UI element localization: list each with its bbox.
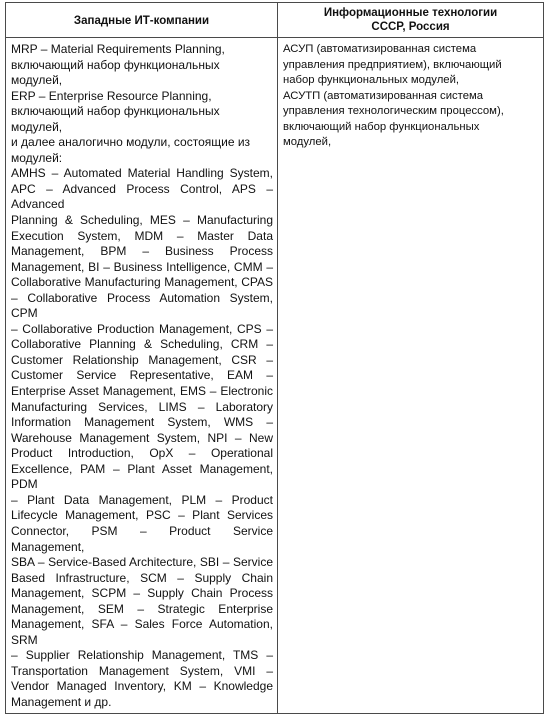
ussr-russia-it-text-line: включающий набор функциональных	[283, 120, 480, 133]
western-it-text-line: Management, SEM – Strategic Enterprise	[11, 601, 273, 616]
western-it-text-line: Excellence, PAM – Plant Asset Management, PDM	[11, 461, 273, 492]
ussr-russia-it-text-line: модулей,	[283, 136, 332, 149]
western-it-text-line: Product Introduction, OpX – Operational	[11, 446, 273, 461]
western-it-text-line: модулей:	[11, 150, 63, 165]
western-it-text-line: Warehouse Management System, NPI – New	[11, 430, 273, 445]
western-it-text-line: Manufacturing Services, LIMS – Laboratory	[11, 399, 273, 414]
western-it-text-line: модулей,	[11, 119, 63, 134]
western-it-text-line: Execution System, MDM – Master Data	[11, 228, 273, 243]
western-it-text-line: включающий набор функциональных	[11, 57, 220, 72]
western-it-text	[11, 42, 273, 711]
western-it-text-line: включающий набор функциональных	[11, 104, 220, 119]
western-it-text-line: Connector, PSM – Product Service Management,	[11, 523, 273, 554]
ussr-russia-it-text-line: набор функциональных модулей,	[283, 74, 460, 87]
western-it-text-line: Information Management System, WMS –	[11, 415, 273, 430]
western-it-text-line: – Supplier Relationship Management, TMS –	[11, 648, 273, 663]
western-it-text-line: – Collaborative Production Management, CPS –	[11, 321, 273, 336]
ussr-russia-it-text-line: АСУП (автоматизированная система	[283, 43, 477, 55]
western-it-text-line: Customer Relationship Management, CSR –	[11, 352, 273, 367]
western-it-text-line: – Collaborative Process Automation System, CPM	[11, 290, 273, 321]
header-ussr-line2: СССР, Россия	[371, 21, 450, 33]
ussr-russia-it-text-line: АСУТП (автоматизированная система	[283, 89, 484, 102]
western-it-text-line: модулей,	[11, 73, 63, 88]
western-it-cell	[6, 38, 278, 714]
comparison-table	[5, 2, 544, 714]
header-ussr-line1: Информационные технологии	[323, 7, 498, 19]
western-it-text-line: MRP – Material Requirements Planning,	[11, 42, 225, 56]
western-it-text-line: Vendor Managed Inventory, KM – Knowledge	[11, 679, 273, 694]
ussr-russia-it-text	[283, 42, 539, 151]
western-it-text-line: Planning & Scheduling, MES – Manufacturing	[11, 213, 273, 228]
header-ussr-russia-it	[278, 3, 544, 38]
western-it-text-line: Management, BI – Business Intelligence, CMM –	[11, 259, 273, 274]
western-it-text-line: Management, BPM – Business Process	[11, 244, 273, 259]
western-it-text-line: Based Infrastructure, SCM – Supply Chain	[11, 570, 273, 585]
western-it-text-line: Transportation Management System, VMI –	[11, 663, 273, 678]
western-it-text-line: Collaborative Planning & Scheduling, CRM –	[11, 337, 273, 352]
header-western-it-label: Западные ИТ-компании	[73, 14, 210, 27]
western-it-text-line: APC – Advanced Process Control, APS – Advanced	[11, 181, 273, 212]
header-western-it	[6, 3, 278, 38]
western-it-text-line: SBA – Service-Based Architecture, SBI – Service	[11, 555, 273, 570]
ussr-russia-it-text-line: управления технологическим процессом),	[283, 105, 504, 118]
western-it-text-line: Management и др.	[11, 694, 112, 709]
western-it-text-line: Lifecycle Management, PSC – Plant Services	[11, 508, 273, 523]
western-it-text-line: – Plant Data Management, PLM – Product	[11, 492, 273, 507]
western-it-text-line: Management, SCPM – Supply Chain Process	[11, 586, 273, 601]
header-row	[6, 3, 544, 38]
western-it-text-line: ERP – Enterprise Resource Planning,	[11, 88, 212, 103]
western-it-text-line: Collaborative Manufacturing Management, CPAS	[11, 275, 273, 290]
ussr-russia-it-text-line: управления предприятием), включающий	[283, 58, 502, 71]
western-it-text-line: и далее аналогично модули, состоящие из	[11, 135, 251, 150]
body-row	[6, 38, 544, 714]
western-it-text-line: Customer Service Representative, EAM –	[11, 368, 273, 383]
western-it-text-line: AMHS – Automated Material Handling System,	[11, 166, 273, 181]
western-it-text-line: Enterprise Asset Management, EMS – Electronic	[11, 384, 273, 399]
western-it-text-line: Management, SFA – Sales Force Automation, SRM	[11, 617, 273, 647]
ussr-russia-it-cell	[278, 38, 544, 714]
